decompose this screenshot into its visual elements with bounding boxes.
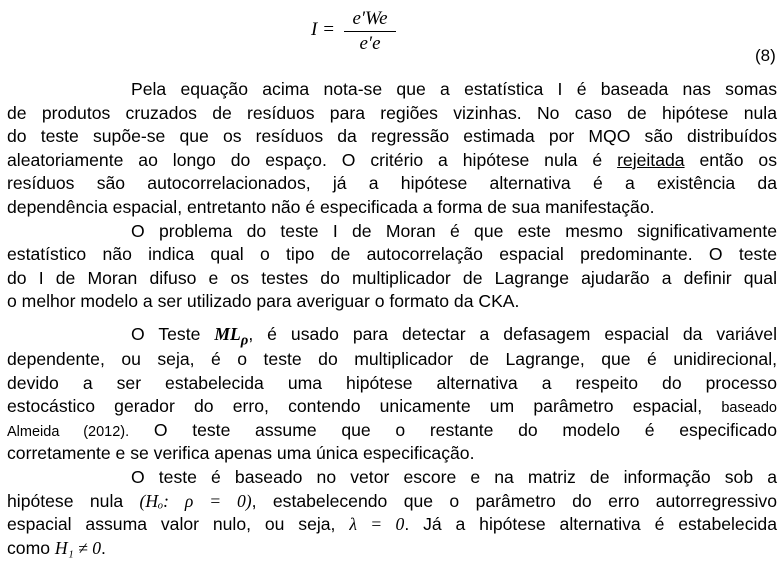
ml-rho-symbol xyxy=(214,323,249,349)
p1-line-4 xyxy=(7,149,777,173)
p3-line-5-b: O teste assume que o restante do modelo é especificado xyxy=(129,419,777,440)
p3-line-4-small: baseado xyxy=(721,400,777,417)
p1-line-6: dependência espacial, entretanto não é especificada a forma de sua manifestação. xyxy=(7,196,655,217)
p3-line-5 xyxy=(7,419,777,443)
fraction-bar xyxy=(344,31,396,32)
p3-line-3: devido a ser estabelecida uma hipótese alternativa a respeito do processo xyxy=(7,372,777,393)
p2-line-1: O problema do teste I de Moran é que este mesmo significativamente xyxy=(131,220,777,241)
p4-line-2-b: , estabelecendo que o parâmetro do erro autorregressivo xyxy=(251,490,777,511)
p3-line-2: dependente, ou seja, é o teste do multiplicador de Lagrange, que é unidirecional, xyxy=(7,348,777,369)
p4-line-1: O teste é baseado no vetor escore e na matriz de informação sob a xyxy=(131,466,777,487)
p3-line-6: corretamente e se verifica apenas uma única especificação. xyxy=(7,443,475,464)
equation-number: (8) xyxy=(755,46,776,65)
p2-line-3: do I de Moran difuso e os testes do multiplicador de Lagrange ajudarão a definir qual xyxy=(7,267,777,288)
underlined-word: rejeitada xyxy=(617,149,685,170)
p4-line-4-b: . xyxy=(101,537,106,558)
equation-numerator: e′We xyxy=(352,8,388,29)
lambda-math: λ = 0 xyxy=(349,514,405,535)
alt-hypothesis-math: H₁ ≠ 0 xyxy=(54,537,101,558)
ml-symbol: ML xyxy=(214,323,241,344)
p4-line-4-a: como xyxy=(7,537,55,558)
p3-line-1-b: , é usado para detectar a defasagem espacial da variável xyxy=(248,323,777,344)
p3-line-1 xyxy=(7,314,777,348)
equation-fraction xyxy=(344,8,396,54)
null-hypothesis-math: (Hₒ: ρ = 0) xyxy=(139,490,252,511)
p1-line-5: resíduos são autocorrelacionados, já a hipótese alternativa é a existência da xyxy=(7,173,777,194)
p1-line-3: do teste supõe-se que os resíduos da regressão estimada por MQO são distribuídos xyxy=(7,126,777,147)
p3-line-1-a: O Teste xyxy=(131,323,215,344)
p1-line-2: de produtos cruzados de resíduos para regiões vizinhas. No caso de hipótese nula xyxy=(7,102,777,123)
body-text xyxy=(7,78,777,560)
p1-line-1: Pela equação acima nota-se que a estatística I é baseada nas somas xyxy=(131,79,777,99)
p3-line-4 xyxy=(7,395,777,419)
equation-denominator: e′e xyxy=(359,33,381,54)
equation-lhs: I = xyxy=(311,19,335,40)
p4-line-3-a: espacial assuma valor nulo, ou seja, xyxy=(7,514,350,535)
p3-line-4-a: estocástico gerador do erro, contendo unicamente um parâmetro espacial, xyxy=(7,396,722,417)
p2-line-2: estatístico não indica qual o tipo de autocorrelação espacial predominante. O teste xyxy=(7,244,777,265)
rho-subscript: ρ xyxy=(240,332,249,349)
p1-line-4-a: aleatoriamente ao longo do espaço. O critério a hipótese nula é xyxy=(7,149,618,170)
p4-line-3 xyxy=(7,513,777,537)
p4-line-2 xyxy=(7,490,777,514)
citation: Almeida (2012). xyxy=(7,423,130,440)
p1-line-4-b: então os xyxy=(684,149,777,170)
p4-line-3-b: . Já a hipótese alternativa é estabelecida xyxy=(404,514,777,535)
p4-line-4 xyxy=(7,537,777,561)
p2-line-4: o melhor modelo a ser utilizado para averiguar o formato da CKA. xyxy=(7,291,520,312)
p4-line-2-a: hipótese nula xyxy=(7,490,140,511)
